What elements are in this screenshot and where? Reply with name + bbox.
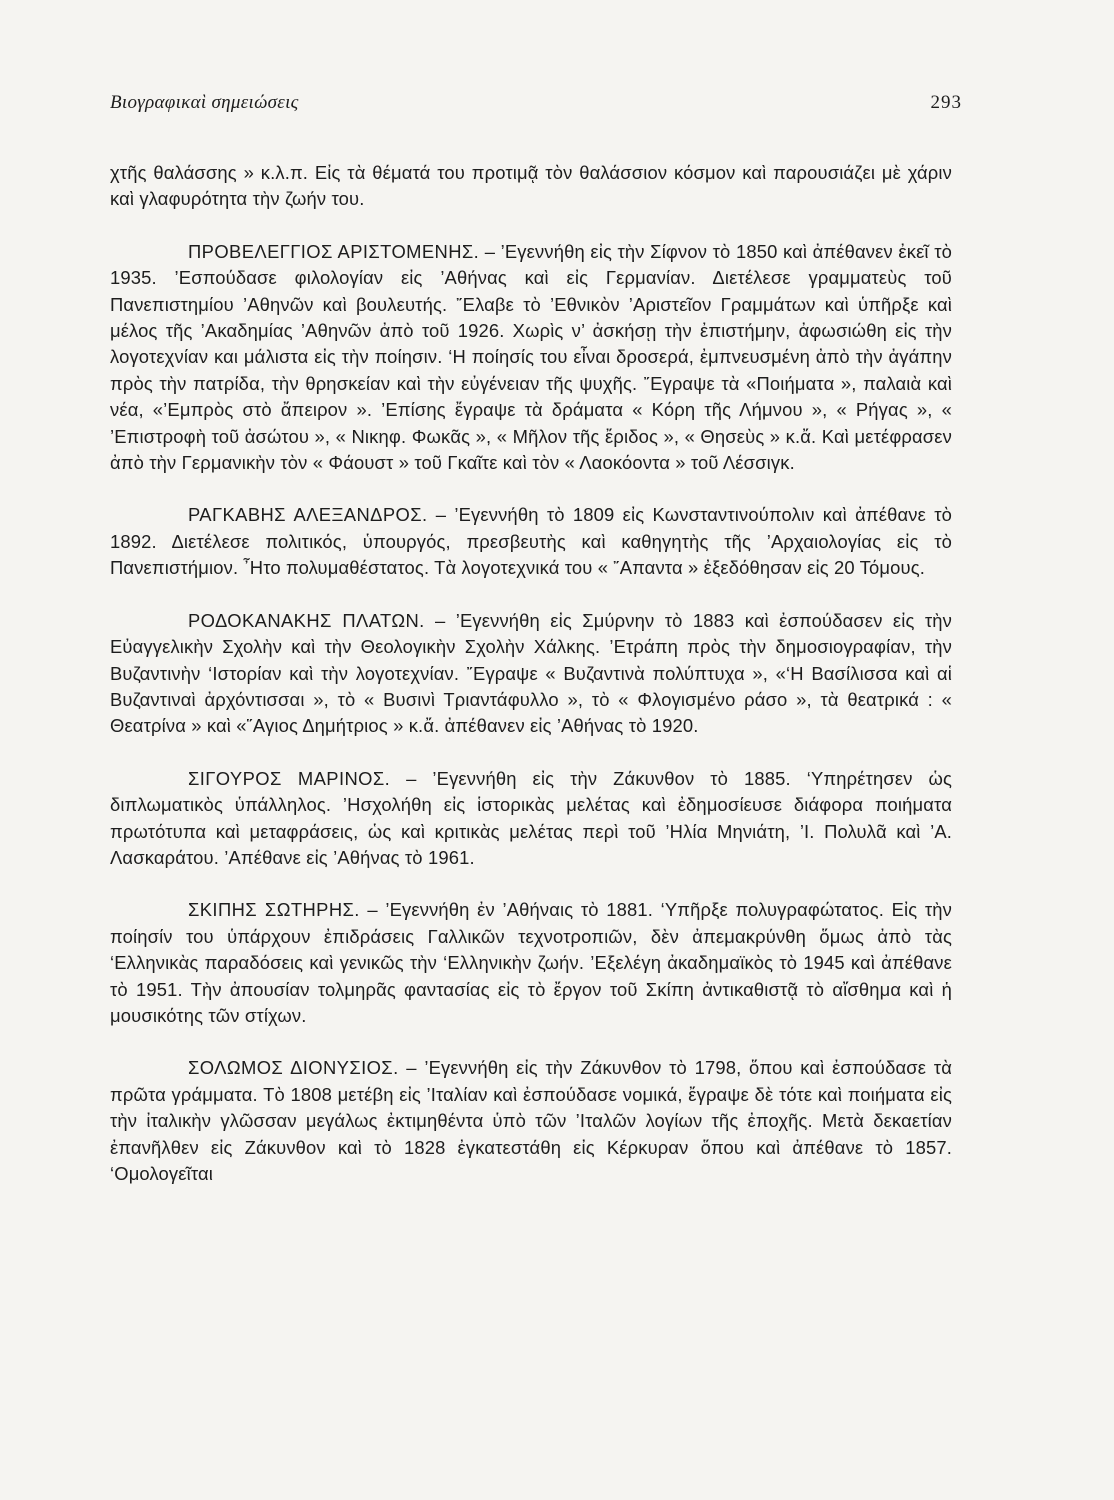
page-body [110,160,952,1213]
section-title: Βιογραφικαὶ σημειώσεις [110,92,299,113]
entry-text: – ’Εγεννήθη τὸ 1809 εἰς Κωνσταντινούπολιν καὶ ἀπέθανε τὸ 1892. Διετέλεσε πολιτικός, ὑπουργός, πρεσβευτὴς καὶ καθηγητὴς τῆς ’Αρχαιολογίας εἰς τὸ Πανεπιστήμιον. ῏Ητο πολυμαθέστατος. Τὰ λογοτεχνικά του « ῎Απαντα » ἐξεδόθησαν εἰς 20 Τόμους. [110,504,952,579]
bio-entry-skipis [110,897,952,1029]
entry-name: ΣΟΛΩΜΟΣ ΔΙΟΝΥΣΙΟΣ. [188,1057,399,1079]
entry-name: ΣΙΓΟΥΡΟΣ ΜΑΡΙΝΟΣ. [188,767,391,789]
entry-name: ΠΡΟΒΕΛΕΓΓΙΟΣ ΑΡΙΣΤΟΜΕΝΗΣ. [188,240,480,262]
bio-entry-rangavis [110,502,952,581]
entry-text: – ’Εγεννήθη εἰς τὴν Ζάκυνθον τὸ 1885. ‘Υπηρέτησεν ὡς διπλωματικὸς ὑπάλληλος. ’Ησχολήθη εἰς ἱστορικὰς μελέτας καὶ ἐδημοσίευσε διάφορα ποιήματα πρωτότυπα καὶ μεταφράσεις, ὡς καὶ κριτικὰς μελέτας περὶ τοῦ ’Ηλία Μηνιάτη, ’Ι. Πολυλᾶ καὶ ’Α. Λασκαράτου. ’Απέθανε εἰς ’Αθήνας τὸ 1961. [110,767,953,868]
entry-text: – ’Εγεννήθη εἰς τὴν Ζάκυνθον τὸ 1798, ὅπου καὶ ἐσπούδασε τὰ πρῶτα γράμματα. Τὸ 1808 μετέβη εἰς ’Ιταλίαν καὶ ἐσπούδασε νομικά, ἔγραψε δὲ τότε καὶ ποιήματα εἰς τὴν ἰταλικὴν γλῶσσαν μεγάλως ἐκτιμηθέντα ὑπὸ τῶν ’Ιταλῶν λογίων τῆς ἐποχῆς. Μετὰ δεκαετίαν ἐπανῆλθεν εἰς Ζάκυνθον καὶ τὸ 1828 ἐγκατεστάθη εἰς Κέρκυραν ὅπου καὶ ἀπέθανε τὸ 1857. ‘Ομολογεῖται [110,1057,952,1184]
paragraph-continuation [110,160,952,213]
entry-name: ΡΑΓΚΑΒΗΣ ΑΛΕΞΑΝΔΡΟΣ. [188,504,428,526]
bio-entry-rodokanakis [110,608,952,740]
entry-text: – ’Εγεννήθη εἰς τὴν Σίφνον τὸ 1850 καὶ ἀπέθανεν ἐκεῖ τὸ 1935. ’Εσπούδασε φιλολογίαν εἰς ’Αθήνας καὶ εἰς Γερμανίαν. Διετέλεσε γραμματεὺς τοῦ Πανεπιστημίου ’Αθηνῶν καὶ βουλευτής. ῎Ελαβε τὸ ’Εθνικὸν ’Αριστεῖον Γραμμάτων καὶ ὑπῆρξε καὶ μέλος τῆς ’Ακαδημίας ’Αθηνῶν ἀπὸ τοῦ 1926. Χωρὶς ν’ ἀσκήσῃ τὴν ἐπιστήμην, ἀφωσιώθη εἰς τὴν λογοτεχνίαν και μάλιστα εἰς τὴν ποίησιν. ‘Η ποίησίς του εἶναι δροσερά, ἐμπνευσμένη ἀπὸ τὴν ἀγάπην πρὸς τὴν πατρίδα, τὴν θρησκείαν καὶ τὴν εὐγένειαν τῆς ψυχῆς. ῎Εγραψε τὰ «Ποιήματα », παλαιὰ καὶ νέα, «’Εμπρὸς στὸ ἄπειρον ». ’Επίσης ἔγραψε τὰ δράματα « Κόρη τῆς Λήμνου », « Ρήγας », « ’Επιστροφὴ τοῦ ἀσώτου », « Νικηφ. Φωκᾶς », « Μῆλον τῆς ἔριδος », « Θησεὺς » κ.ἄ. Καὶ μετέφρασεν ἀπὸ τὴν Γερμανικὴν τὸν « Φάουστ » τοῦ Γκαῖτε καὶ τὸν « Λαοκόοντα » τοῦ Λέσσιγκ. [110,240,952,474]
entry-text: – ’Εγεννήθη εἰς Σμύρνην τὸ 1883 καὶ ἐσπούδασεν εἰς τὴν Εὐαγγελικὴν Σχολὴν καὶ τὴν Θεολογικὴν Σχολὴν Χάλκης. ’Ετράπη πρὸς τὴν δημοσιογραφίαν, τὴν Βυζαντινὴν ‘Ιστορίαν καὶ τὴν λογοτεχνίαν. ῎Εγραψε « Βυζαντινὰ πολύπτυχα », «‘Η Βασίλισσα καὶ αἱ Βυζαντιναὶ ἀρχόντισσαι », τὸ « Βυσινὶ Τριαντάφυλλο », τὸ « Φλογισμένο ράσο », τὰ θεατρικά : « Θεατρίνα » καὶ «῞Αγιος Δημήτριος » κ.ἄ. ἀπέθανεν εἰς ’Αθήνας τὸ 1920. [110,609,952,737]
page-number: 293 [930,92,962,113]
entry-name: ΡΟΔΟΚΑΝΑΚΗΣ ΠΛΑΤΩΝ. [188,609,425,631]
entry-text: – ’Εγεννήθη ἐν ’Αθήναις τὸ 1881. ‘Υπῆρξε πολυγραφώτατος. Εἰς τὴν ποίησίν του ὑπάρχουν ἐπιδράσεις Γαλλικῶν τεχνοτροπιῶν, δὲν ἀπεμακρύνθη ὅμως ἀπὸ τὰς ‘Ελληνικὰς παραδόσεις καὶ γενικῶς τὴν ‘Ελληνικὴν ζωήν. ’Εξελέγη ἀκαδημαϊκὸς τὸ 1945 καὶ ἀπέθανε τὸ 1951. Τὴν ἀπουσίαν τολμηρᾶς φαντασίας εἰς τὸ ἔργον τοῦ Σκίπη ἀντικαθιστᾷ τὸ αἴσθημα καὶ ἡ μουσικότης τῶν στίχων. [110,899,952,1026]
bio-entry-provelengios [110,239,952,477]
entry-name: ΣΚΙΠΗΣ ΣΩΤΗΡΗΣ. [188,899,360,921]
bio-entry-sigouros [110,766,952,872]
running-header [110,92,962,122]
bio-entry-solomos [110,1055,952,1187]
paragraph-text: χτῆς θαλάσσης » κ.λ.π. Εἰς τὰ θέματά του προτιμᾷ τὸν θαλάσσιον κόσμον καὶ παρουσιάζει μὲ χάριν καὶ γλαφυρότητα τὴν ζωήν του. [110,162,952,210]
